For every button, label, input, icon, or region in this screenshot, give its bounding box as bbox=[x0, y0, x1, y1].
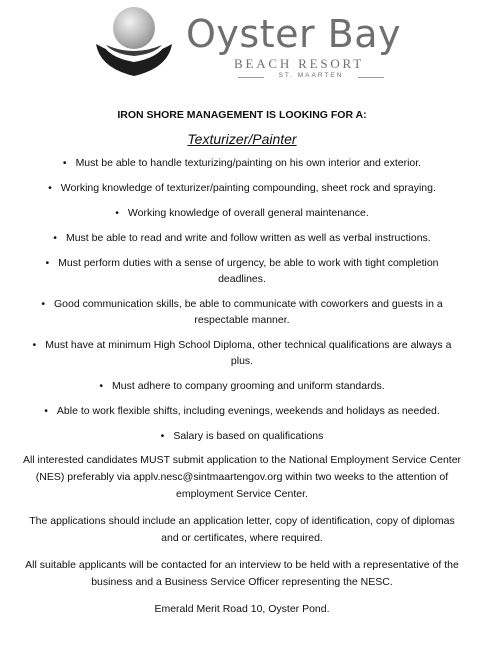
bullet-icon: • bbox=[53, 232, 57, 244]
list-item bbox=[32, 337, 452, 369]
requirement-text: Must be able to handle texturizing/painting on his own interior and exterior. bbox=[75, 157, 422, 169]
requirements-list bbox=[0, 155, 484, 444]
brand-name: Oyster Bay bbox=[186, 12, 402, 56]
list-item bbox=[27, 180, 457, 196]
list-item bbox=[32, 296, 452, 328]
brand-location-row bbox=[236, 72, 386, 82]
divider bbox=[238, 77, 264, 78]
bullet-icon: • bbox=[44, 405, 48, 417]
bullet-icon: • bbox=[32, 339, 37, 351]
bullet-icon: • bbox=[115, 207, 119, 219]
requirement-text: Working knowledge of texturizer/painting compounding, sheet rock and spraying. bbox=[60, 182, 436, 194]
requirement-text: Must have at minimum High School Diploma, other technical qualifications are always a plus. bbox=[45, 339, 452, 367]
address: Emerald Merit Road 10, Oyster Pond. bbox=[154, 603, 330, 615]
requirement-text: Must be able to read and write and follow written as well as verbal instructions. bbox=[65, 232, 431, 244]
divider bbox=[358, 77, 384, 78]
requirement-text: Working knowledge of overall general maintenance. bbox=[127, 207, 369, 219]
bullet-icon: • bbox=[62, 157, 67, 169]
bullet-icon: • bbox=[48, 182, 52, 194]
list-item bbox=[27, 205, 457, 221]
requirement-text: Good communication skills, be able to communicate with coworkers and guests in a respectable manner. bbox=[54, 298, 443, 326]
bullet-icon: • bbox=[160, 430, 165, 442]
list-item bbox=[27, 403, 457, 419]
list-item bbox=[27, 378, 457, 394]
bullet-icon: • bbox=[99, 380, 104, 392]
list-item bbox=[27, 230, 457, 246]
brand-subtitle: BEACH RESORT bbox=[234, 56, 364, 71]
bullet-icon: • bbox=[41, 298, 45, 310]
list-item bbox=[27, 428, 457, 444]
job-posting bbox=[0, 100, 484, 628]
posting-headline: IRON SHORE MANAGEMENT IS LOOKING FOR A: bbox=[117, 109, 367, 121]
header bbox=[0, 0, 484, 100]
documents-info: The applications should include an application letter, copy of identification, copy of diplomas and or certificates, where required. bbox=[29, 515, 455, 544]
oyster-logo-icon bbox=[88, 4, 178, 80]
brand-location: ST. MAARTEN bbox=[278, 72, 344, 79]
list-item bbox=[27, 155, 457, 171]
application-info: All interested candidates MUST submit application to the National Employment Service Center (NES) preferably via applv.nesc@sintmaartengov.org within two weeks to the attention of employment Service Center. bbox=[22, 454, 462, 500]
job-title: Texturizer/Painter bbox=[187, 131, 297, 147]
bullet-icon: • bbox=[45, 257, 50, 269]
requirement-text: Must adhere to company grooming and uniform standards. bbox=[112, 380, 385, 392]
requirement-text: Salary is based on qualifications bbox=[173, 430, 324, 442]
requirement-text: Able to work flexible shifts, including evenings, weekends and holidays as needed. bbox=[56, 405, 440, 417]
list-item bbox=[32, 255, 452, 287]
interview-info: All suitable applicants will be contacted for an interview to be held with a representative of the business and a Business Service Officer representing the NESC. bbox=[25, 559, 459, 588]
requirement-text: Must perform duties with a sense of urgency, be able to work with tight completion deadlines. bbox=[58, 257, 439, 285]
